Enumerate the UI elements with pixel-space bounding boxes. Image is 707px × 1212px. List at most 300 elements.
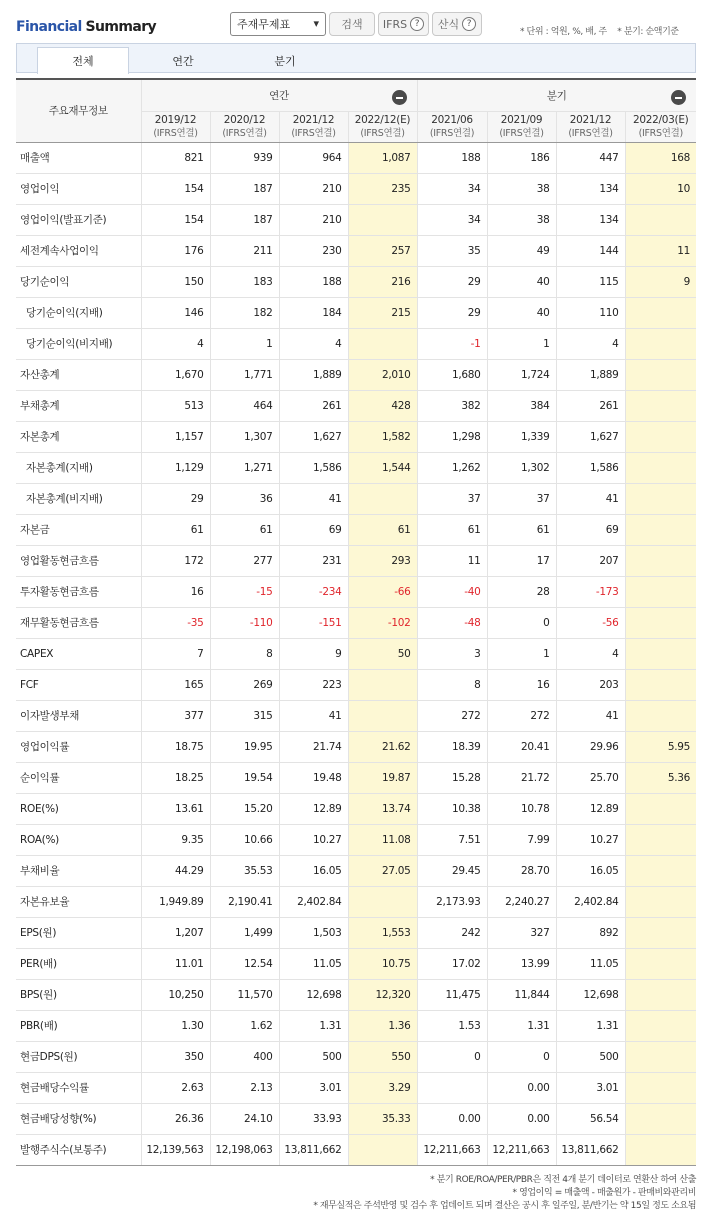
table-cell: 13.99 <box>487 948 556 979</box>
table-cell: 41 <box>279 700 348 731</box>
table-cell: 38 <box>487 204 556 235</box>
row-label: 당기순이익(지배) <box>16 297 141 328</box>
period-basis: (IFRS연결) <box>638 127 683 139</box>
period-basis: (IFRS연결) <box>360 127 405 139</box>
table-cell: 257 <box>348 235 417 266</box>
table-cell <box>348 886 417 917</box>
table-cell: 242 <box>417 917 487 948</box>
table-cell: 315 <box>210 700 279 731</box>
table-cell <box>625 204 696 235</box>
table-cell <box>625 855 696 886</box>
row-label: BPS(원) <box>16 979 141 1010</box>
table-cell: 1,207 <box>141 917 210 948</box>
table-cell: 134 <box>556 173 625 204</box>
table-cell: 1,586 <box>279 452 348 483</box>
table-cell: 69 <box>556 514 625 545</box>
table-cell: 4 <box>556 638 625 669</box>
table-cell: 1,771 <box>210 359 279 390</box>
table-cell: 41 <box>556 700 625 731</box>
period-label: 2021/09 <box>500 113 543 126</box>
row-label: 순이익률 <box>16 762 141 793</box>
table-cell: 28.70 <box>487 855 556 886</box>
table-cell: 2,010 <box>348 359 417 390</box>
table-cell: 16 <box>141 576 210 607</box>
search-button[interactable] <box>329 12 375 36</box>
table-cell: 1,680 <box>417 359 487 390</box>
table-cell: 16.05 <box>556 855 625 886</box>
row-label: 영업이익 <box>16 173 141 204</box>
table-cell: 61 <box>348 514 417 545</box>
row-label: 영업이익률 <box>16 731 141 762</box>
table-cell: 269 <box>210 669 279 700</box>
row-label: 이자발생부채 <box>16 700 141 731</box>
table-row <box>16 235 696 266</box>
financial-summary-table <box>16 78 696 1166</box>
table-cell: 134 <box>556 204 625 235</box>
table-cell: 350 <box>141 1041 210 1072</box>
tab-quarter[interactable]: 분기 <box>274 54 296 68</box>
table-row <box>16 886 696 917</box>
table-cell: 8 <box>417 669 487 700</box>
table-cell: 29 <box>141 483 210 514</box>
table-cell: 2,173.93 <box>417 886 487 917</box>
table-cell: 27.05 <box>348 855 417 886</box>
table-cell: 165 <box>141 669 210 700</box>
table-cell: 12,198,063 <box>210 1134 279 1165</box>
table-cell: 939 <box>210 142 279 173</box>
table-cell: 13.61 <box>141 793 210 824</box>
table-cell: 35 <box>417 235 487 266</box>
table-cell: 1.62 <box>210 1010 279 1041</box>
table-cell: 1.31 <box>556 1010 625 1041</box>
table-cell <box>625 576 696 607</box>
row-label: 당기순이익 <box>16 266 141 297</box>
table-cell: 12,698 <box>556 979 625 1010</box>
table-cell: 513 <box>141 390 210 421</box>
table-row <box>16 669 696 700</box>
table-cell: 188 <box>279 266 348 297</box>
minus-circle-icon[interactable] <box>671 90 686 105</box>
table-cell: -173 <box>556 576 625 607</box>
table-cell: 261 <box>279 390 348 421</box>
table-cell: 35.53 <box>210 855 279 886</box>
table-cell: 1,889 <box>556 359 625 390</box>
period-tabs <box>16 43 696 73</box>
table-row <box>16 793 696 824</box>
table-row <box>16 142 696 173</box>
table-cell <box>625 545 696 576</box>
table-cell: 24.10 <box>210 1103 279 1134</box>
table-cell <box>625 824 696 855</box>
table-cell: 464 <box>210 390 279 421</box>
period-header <box>417 111 487 142</box>
ifrs-help-button[interactable] <box>378 12 429 36</box>
table-cell: 12.89 <box>556 793 625 824</box>
table-cell: 0.00 <box>487 1103 556 1134</box>
table-cell: 2,402.84 <box>556 886 625 917</box>
table-cell: 12.89 <box>279 793 348 824</box>
table-cell: 1,339 <box>487 421 556 452</box>
table-cell <box>625 390 696 421</box>
table-cell: 1,586 <box>556 452 625 483</box>
table-cell: 16 <box>487 669 556 700</box>
table-cell: 447 <box>556 142 625 173</box>
table-row <box>16 266 696 297</box>
table-cell: 1,949.89 <box>141 886 210 917</box>
table-row <box>16 545 696 576</box>
table-cell: 0 <box>487 1041 556 1072</box>
table-cell: 41 <box>556 483 625 514</box>
search-button-label: 검색 <box>341 18 363 31</box>
table-cell: 384 <box>487 390 556 421</box>
table-cell: 11,570 <box>210 979 279 1010</box>
table-cell: 10.66 <box>210 824 279 855</box>
table-row <box>16 824 696 855</box>
table-cell: 1 <box>487 638 556 669</box>
table-cell: 2.13 <box>210 1072 279 1103</box>
row-label: 현금DPS(원) <box>16 1041 141 1072</box>
row-label: 영업이익(발표기준) <box>16 204 141 235</box>
table-cell: 34 <box>417 204 487 235</box>
table-cell: 11 <box>625 235 696 266</box>
table-cell: 1.53 <box>417 1010 487 1041</box>
table-cell: 182 <box>210 297 279 328</box>
table-cell <box>625 1010 696 1041</box>
table-cell: 61 <box>210 514 279 545</box>
table-cell: 1,627 <box>279 421 348 452</box>
table-cell: 0.00 <box>417 1103 487 1134</box>
table-cell: 210 <box>279 173 348 204</box>
table-cell: 34 <box>417 173 487 204</box>
table-cell <box>625 979 696 1010</box>
footnote-2: * 영업이익 = 매출액 - 매출원가 - 판매비와관리비 <box>512 1188 696 1198</box>
table-cell: 223 <box>279 669 348 700</box>
table-row <box>16 979 696 1010</box>
tab-all[interactable]: 전체 <box>37 47 129 74</box>
financial-summary-header <box>0 0 707 42</box>
table-cell: -1 <box>417 328 487 359</box>
period-basis: (IFRS연결) <box>499 127 544 139</box>
table-row <box>16 576 696 607</box>
table-cell: 110 <box>556 297 625 328</box>
period-label: 2019/12 <box>154 113 197 126</box>
table-cell: 500 <box>279 1041 348 1072</box>
table-cell <box>625 948 696 979</box>
row-label: FCF <box>16 669 141 700</box>
report-type-select[interactable] <box>230 12 326 36</box>
period-label: 2021/12 <box>569 113 612 126</box>
table-cell: 1,157 <box>141 421 210 452</box>
footnote-3: * 재무실적은 주석반영 및 검수 후 업데이트 되며 결산은 공시 후 일주일, 분/반기는 약 15일 정도 소요됨 <box>313 1201 696 1211</box>
table-cell: 19.54 <box>210 762 279 793</box>
table-cell: 16.05 <box>279 855 348 886</box>
table-cell <box>625 297 696 328</box>
table-row <box>16 762 696 793</box>
table-cell: 187 <box>210 204 279 235</box>
table-row <box>16 359 696 390</box>
table-cell: 20.41 <box>487 731 556 762</box>
ifrs-label: IFRS <box>382 17 408 31</box>
table-cell: 11.01 <box>141 948 210 979</box>
table-row <box>16 1134 696 1165</box>
row-label: PER(배) <box>16 948 141 979</box>
table-row <box>16 917 696 948</box>
table-row <box>16 421 696 452</box>
table-cell: 1,627 <box>556 421 625 452</box>
table-cell: 0 <box>417 1041 487 1072</box>
table-row <box>16 700 696 731</box>
table-cell: 821 <box>141 142 210 173</box>
table-cell: 1,499 <box>210 917 279 948</box>
annual-group-label: 연간 <box>269 89 289 102</box>
report-type-value: 주재무제표 <box>237 18 291 31</box>
table-cell: 38 <box>487 173 556 204</box>
table-cell: 382 <box>417 390 487 421</box>
table-cell: 9 <box>279 638 348 669</box>
table-cell: 13.74 <box>348 793 417 824</box>
table-cell: 15.20 <box>210 793 279 824</box>
table-cell: 11 <box>417 545 487 576</box>
table-cell: 115 <box>556 266 625 297</box>
table-cell: -35 <box>141 607 210 638</box>
table-cell: 11,844 <box>487 979 556 1010</box>
table-cell: 377 <box>141 700 210 731</box>
period-label: 2021/12 <box>292 113 335 126</box>
table-cell: 18.25 <box>141 762 210 793</box>
table-cell: 11.05 <box>279 948 348 979</box>
table-cell: 4 <box>556 328 625 359</box>
row-label: 발행주식수(보통주) <box>16 1134 141 1165</box>
table-cell: 277 <box>210 545 279 576</box>
table-cell: 1,553 <box>348 917 417 948</box>
table-cell: 28 <box>487 576 556 607</box>
period-label: 2022/12(E) <box>354 113 411 126</box>
table-cell: 187 <box>210 173 279 204</box>
table-cell: 144 <box>556 235 625 266</box>
table-row <box>16 638 696 669</box>
table-cell: 0.00 <box>487 1072 556 1103</box>
table-cell: -56 <box>556 607 625 638</box>
table-row <box>16 514 696 545</box>
table-cell: 25.70 <box>556 762 625 793</box>
tab-annual[interactable]: 연간 <box>172 54 194 68</box>
table-cell: 12.54 <box>210 948 279 979</box>
table-cell: 1,087 <box>348 142 417 173</box>
period-basis: (IFRS연결) <box>568 127 613 139</box>
table-row <box>16 452 696 483</box>
table-cell: 11.08 <box>348 824 417 855</box>
period-basis: (IFRS연결) <box>153 127 198 139</box>
table-cell: 4 <box>279 328 348 359</box>
table-cell: 8 <box>210 638 279 669</box>
table-cell: 12,139,563 <box>141 1134 210 1165</box>
table-row <box>16 948 696 979</box>
table-cell: 11,475 <box>417 979 487 1010</box>
table-cell: 293 <box>348 545 417 576</box>
table-cell: 21.74 <box>279 731 348 762</box>
table-cell: 7 <box>141 638 210 669</box>
row-label: 부채총계 <box>16 390 141 421</box>
table-cell: 29.96 <box>556 731 625 762</box>
row-label: ROE(%) <box>16 793 141 824</box>
formula-help-button[interactable] <box>432 12 482 36</box>
period-header <box>279 111 348 142</box>
row-label: 자산총계 <box>16 359 141 390</box>
period-basis: (IFRS연결) <box>429 127 475 139</box>
table-cell: -151 <box>279 607 348 638</box>
row-label: 부채비율 <box>16 855 141 886</box>
table-cell: 231 <box>279 545 348 576</box>
table-cell <box>625 917 696 948</box>
period-header <box>625 111 696 142</box>
table-cell: 1,307 <box>210 421 279 452</box>
table-cell: 3.29 <box>348 1072 417 1103</box>
table-cell: -66 <box>348 576 417 607</box>
unit-note: * 단위 : 억원, %, 배, 주 <box>520 27 607 37</box>
table-cell: 0 <box>487 607 556 638</box>
table-cell: 176 <box>141 235 210 266</box>
table-cell: 29 <box>417 297 487 328</box>
table-cell: 2,402.84 <box>279 886 348 917</box>
table-cell: 186 <box>487 142 556 173</box>
table-cell: 18.39 <box>417 731 487 762</box>
table-cell: 2.63 <box>141 1072 210 1103</box>
table-cell: 1,724 <box>487 359 556 390</box>
table-cell <box>625 1103 696 1134</box>
table-cell: 36 <box>210 483 279 514</box>
table-cell: 203 <box>556 669 625 700</box>
table-cell: 1 <box>210 328 279 359</box>
table-cell <box>348 700 417 731</box>
table-cell <box>625 359 696 390</box>
table-cell: 1.36 <box>348 1010 417 1041</box>
table-cell: 1.31 <box>279 1010 348 1041</box>
table-cell: -234 <box>279 576 348 607</box>
table-cell: 1,582 <box>348 421 417 452</box>
table-cell <box>348 483 417 514</box>
table-cell: 5.95 <box>625 731 696 762</box>
table-cell: 261 <box>556 390 625 421</box>
table-row <box>16 483 696 514</box>
table-cell: -110 <box>210 607 279 638</box>
table-cell: 188 <box>417 142 487 173</box>
table-cell: 41 <box>279 483 348 514</box>
table-cell: 428 <box>348 390 417 421</box>
table-cell: 327 <box>487 917 556 948</box>
table-cell: 10.38 <box>417 793 487 824</box>
table-cell: 1,503 <box>279 917 348 948</box>
table-cell: 61 <box>487 514 556 545</box>
table-cell: 21.62 <box>348 731 417 762</box>
table-cell: 7.99 <box>487 824 556 855</box>
quarter-note: * 분기: 순액기준 <box>617 27 679 37</box>
row-label: 매출액 <box>16 142 141 173</box>
period-basis: (IFRS연결) <box>222 127 267 139</box>
table-cell: 56.54 <box>556 1103 625 1134</box>
annual-group-header <box>141 79 417 111</box>
row-label: EPS(원) <box>16 917 141 948</box>
table-cell: 235 <box>348 173 417 204</box>
table-cell: 12,698 <box>279 979 348 1010</box>
footnote-1: * 분기 ROE/ROA/PER/PBR은 직전 4개 분기 데이터로 연환산 하여 산출 <box>430 1175 696 1185</box>
table-cell: 19.48 <box>279 762 348 793</box>
table-row <box>16 390 696 421</box>
table-cell <box>625 483 696 514</box>
table-cell: 29 <box>417 266 487 297</box>
table-cell: 10.75 <box>348 948 417 979</box>
table-cell: 11.05 <box>556 948 625 979</box>
minus-circle-icon[interactable] <box>392 90 407 105</box>
table-cell: 33.93 <box>279 1103 348 1134</box>
table-row <box>16 731 696 762</box>
table-cell: 1.31 <box>487 1010 556 1041</box>
table-row <box>16 1041 696 1072</box>
table-cell: 150 <box>141 266 210 297</box>
table-cell: 183 <box>210 266 279 297</box>
table-cell: 10.27 <box>556 824 625 855</box>
table-cell: 61 <box>417 514 487 545</box>
table-cell: -102 <box>348 607 417 638</box>
table-cell <box>625 421 696 452</box>
table-cell <box>625 886 696 917</box>
table-row <box>16 1010 696 1041</box>
table-cell: 2,240.27 <box>487 886 556 917</box>
table-cell: 17 <box>487 545 556 576</box>
table-cell: 37 <box>487 483 556 514</box>
row-label: 자본유보율 <box>16 886 141 917</box>
table-cell: 2,190.41 <box>210 886 279 917</box>
table-cell <box>348 328 417 359</box>
table-cell: 211 <box>210 235 279 266</box>
table-cell: 29.45 <box>417 855 487 886</box>
table-cell: 5.36 <box>625 762 696 793</box>
row-label: 현금배당성향(%) <box>16 1103 141 1134</box>
table-cell: 7.51 <box>417 824 487 855</box>
table-cell <box>417 1072 487 1103</box>
table-cell: 18.75 <box>141 731 210 762</box>
period-header <box>556 111 625 142</box>
period-label: 2020/12 <box>223 113 266 126</box>
table-cell <box>625 793 696 824</box>
table-row <box>16 204 696 235</box>
table-row <box>16 1103 696 1134</box>
table-cell: 15.28 <box>417 762 487 793</box>
table-cell: 10,250 <box>141 979 210 1010</box>
table-cell <box>348 1134 417 1165</box>
table-cell: 1,302 <box>487 452 556 483</box>
table-cell: 3 <box>417 638 487 669</box>
table-cell: -15 <box>210 576 279 607</box>
table-cell: 10 <box>625 173 696 204</box>
table-cell: 1.30 <box>141 1010 210 1041</box>
row-label: PBR(배) <box>16 1010 141 1041</box>
table-cell: 500 <box>556 1041 625 1072</box>
table-cell: 154 <box>141 204 210 235</box>
table-cell <box>625 452 696 483</box>
table-cell: 400 <box>210 1041 279 1072</box>
table-cell: 1,129 <box>141 452 210 483</box>
table-cell: 215 <box>348 297 417 328</box>
formula-label: 산식 <box>437 18 460 31</box>
table-cell: 10.78 <box>487 793 556 824</box>
table-cell: 40 <box>487 266 556 297</box>
row-label: ROA(%) <box>16 824 141 855</box>
row-label: 자본금 <box>16 514 141 545</box>
table-cell: -48 <box>417 607 487 638</box>
table-cell: 272 <box>417 700 487 731</box>
table-cell: 9.35 <box>141 824 210 855</box>
period-label: 2022/03(E) <box>633 113 689 126</box>
